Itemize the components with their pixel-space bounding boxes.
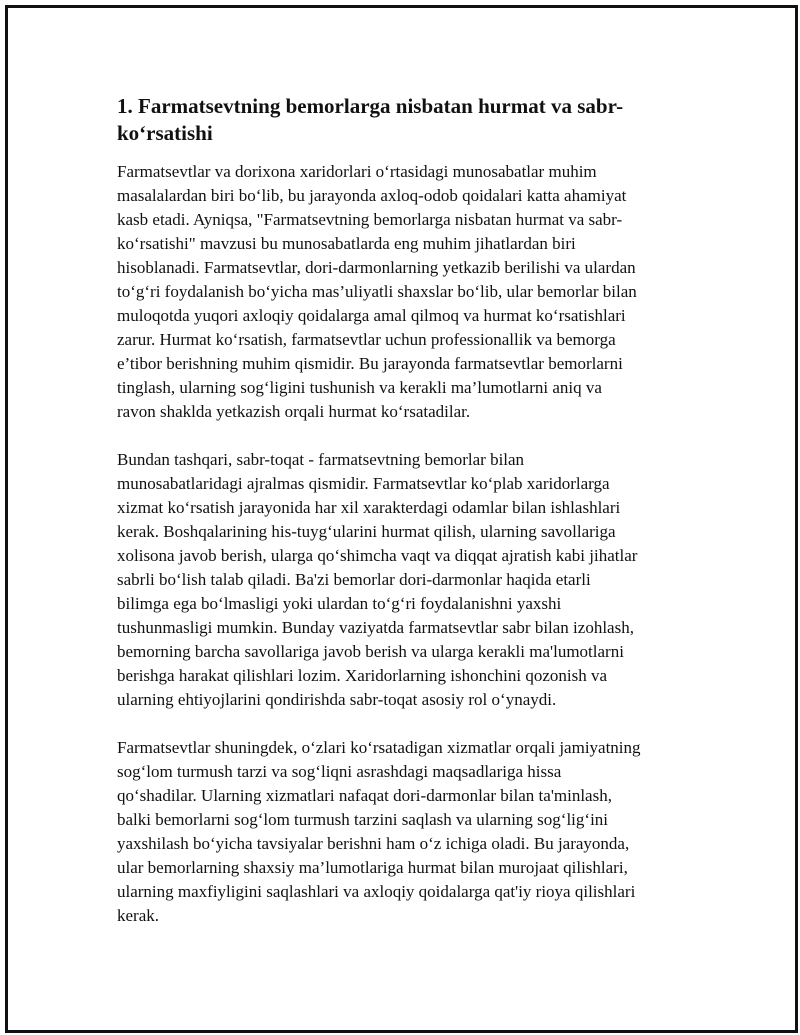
text-line: bilimga ega bo‘lmasligi yoki ulardan to‘g‘ri foydalanishni yaxshi — [117, 594, 562, 613]
text-line: ko‘rsatishi" mavzusi bu munosabatlarda eng muhim jihatlardan biri — [117, 234, 576, 253]
text-line: berishga harakat qilishlari lozim. Xaridorlarning ishonchini qozonish va — [117, 666, 608, 685]
text-line: munosabatlaridagi ajralmas qismidir. Farmatsevtlar ko‘plab xaridorlarga — [117, 474, 610, 493]
text-line: balki bemorlarni sog‘lom turmush tarzini saqlash va ularning sog‘lig‘ini — [117, 810, 609, 829]
text-line: ravon shaklda yetkazish orqali hurmat ko‘rsatadilar. — [117, 402, 471, 421]
text-line: kerak. — [117, 906, 160, 925]
paragraph-1 — [117, 160, 687, 424]
text-line: ularning ehtiyojlarini qondirishda sabr-toqat asosiy rol o‘ynaydi. — [117, 690, 557, 709]
text-line: Bundan tashqari, sabr-toqat - farmatsevtning bemorlar bilan — [117, 450, 525, 469]
text-line: xolisona javob berish, ularga qo‘shimcha vaqt va diqqat ajratish kabi jihatlar — [117, 546, 638, 565]
paragraph-2 — [117, 448, 687, 712]
text-line: ular bemorlarning shaxsiy ma’lumotlariga hurmat bilan murojaat qilishlari, — [117, 858, 628, 877]
paragraph-3 — [117, 736, 687, 928]
text-line: ularning maxfiyligini saqlashlari va axloqiy qoidalarga qat'iy rioya qilishlari — [117, 882, 636, 901]
document-body — [117, 93, 687, 952]
heading-line: ko‘rsatishi — [117, 121, 213, 145]
text-line: yaxshilash bo‘yicha tavsiyalar berishni ham o‘z ichiga oladi. Bu jarayonda, — [117, 834, 630, 853]
text-line: e’tibor berishning muhim qismidir. Bu jarayonda farmatsevtlar bemorlarni — [117, 354, 623, 373]
heading-line: 1. Farmatsevtning bemorlarga nisbatan hurmat va sabr- — [117, 94, 624, 118]
text-line: zarur. Hurmat ko‘rsatish, farmatsevtlar uchun professionallik va bemorga — [117, 330, 616, 349]
text-line: masalalardan biri bo‘lib, bu jarayonda axloq-odob qoidalari katta ahamiyat — [117, 186, 627, 205]
text-line: muloqotda yuqori axloqiy qoidalarga amal qilmoq va hurmat ko‘rsatishlari — [117, 306, 626, 325]
text-line: bemorning barcha savollariga javob berish va ularga kerakli ma'lumotlarni — [117, 642, 624, 661]
text-line: to‘g‘ri foydalanish bo‘yicha mas’uliyatli shaxslar bo‘lib, ular bemorlar bilan — [117, 282, 637, 301]
text-line: qo‘shadilar. Ularning xizmatlari nafaqat dori-darmonlar bilan ta'minlash, — [117, 786, 612, 805]
text-line: Farmatsevtlar va dorixona xaridorlari o‘rtasidagi munosabatlar muhim — [117, 162, 597, 181]
text-line: kasb etadi. Ayniqsa, "Farmatsevtning bemorlarga nisbatan hurmat va sabr- — [117, 210, 623, 229]
text-line: kerak. Boshqalarining his-tuyg‘ularini hurmat qilish, ularning savollariga — [117, 522, 616, 541]
text-line: sabrli bo‘lish talab qiladi. Ba'zi bemorlar dori-darmonlar haqida etarli — [117, 570, 591, 589]
text-line: sog‘lom turmush tarzi va sog‘liqni asrashdagi maqsadlariga hissa — [117, 762, 562, 781]
text-line: xizmat ko‘rsatish jarayonida har xil xarakterdagi odamlar bilan ishlashlari — [117, 498, 621, 517]
text-line: Farmatsevtlar shuningdek, o‘zlari ko‘rsatadigan xizmatlar orqali jamiyatning — [117, 738, 641, 757]
section-heading — [117, 93, 687, 147]
text-line: tinglash, ularning sog‘ligini tushunish va kerakli ma’lumotlarni aniq va — [117, 378, 602, 397]
text-line: hisoblanadi. Farmatsevtlar, dori-darmonlarning yetkazib berilishi va ulardan — [117, 258, 636, 277]
text-line: tushunmasligi mumkin. Bunday vaziyatda farmatsevtlar sabr bilan izohlash, — [117, 618, 634, 637]
